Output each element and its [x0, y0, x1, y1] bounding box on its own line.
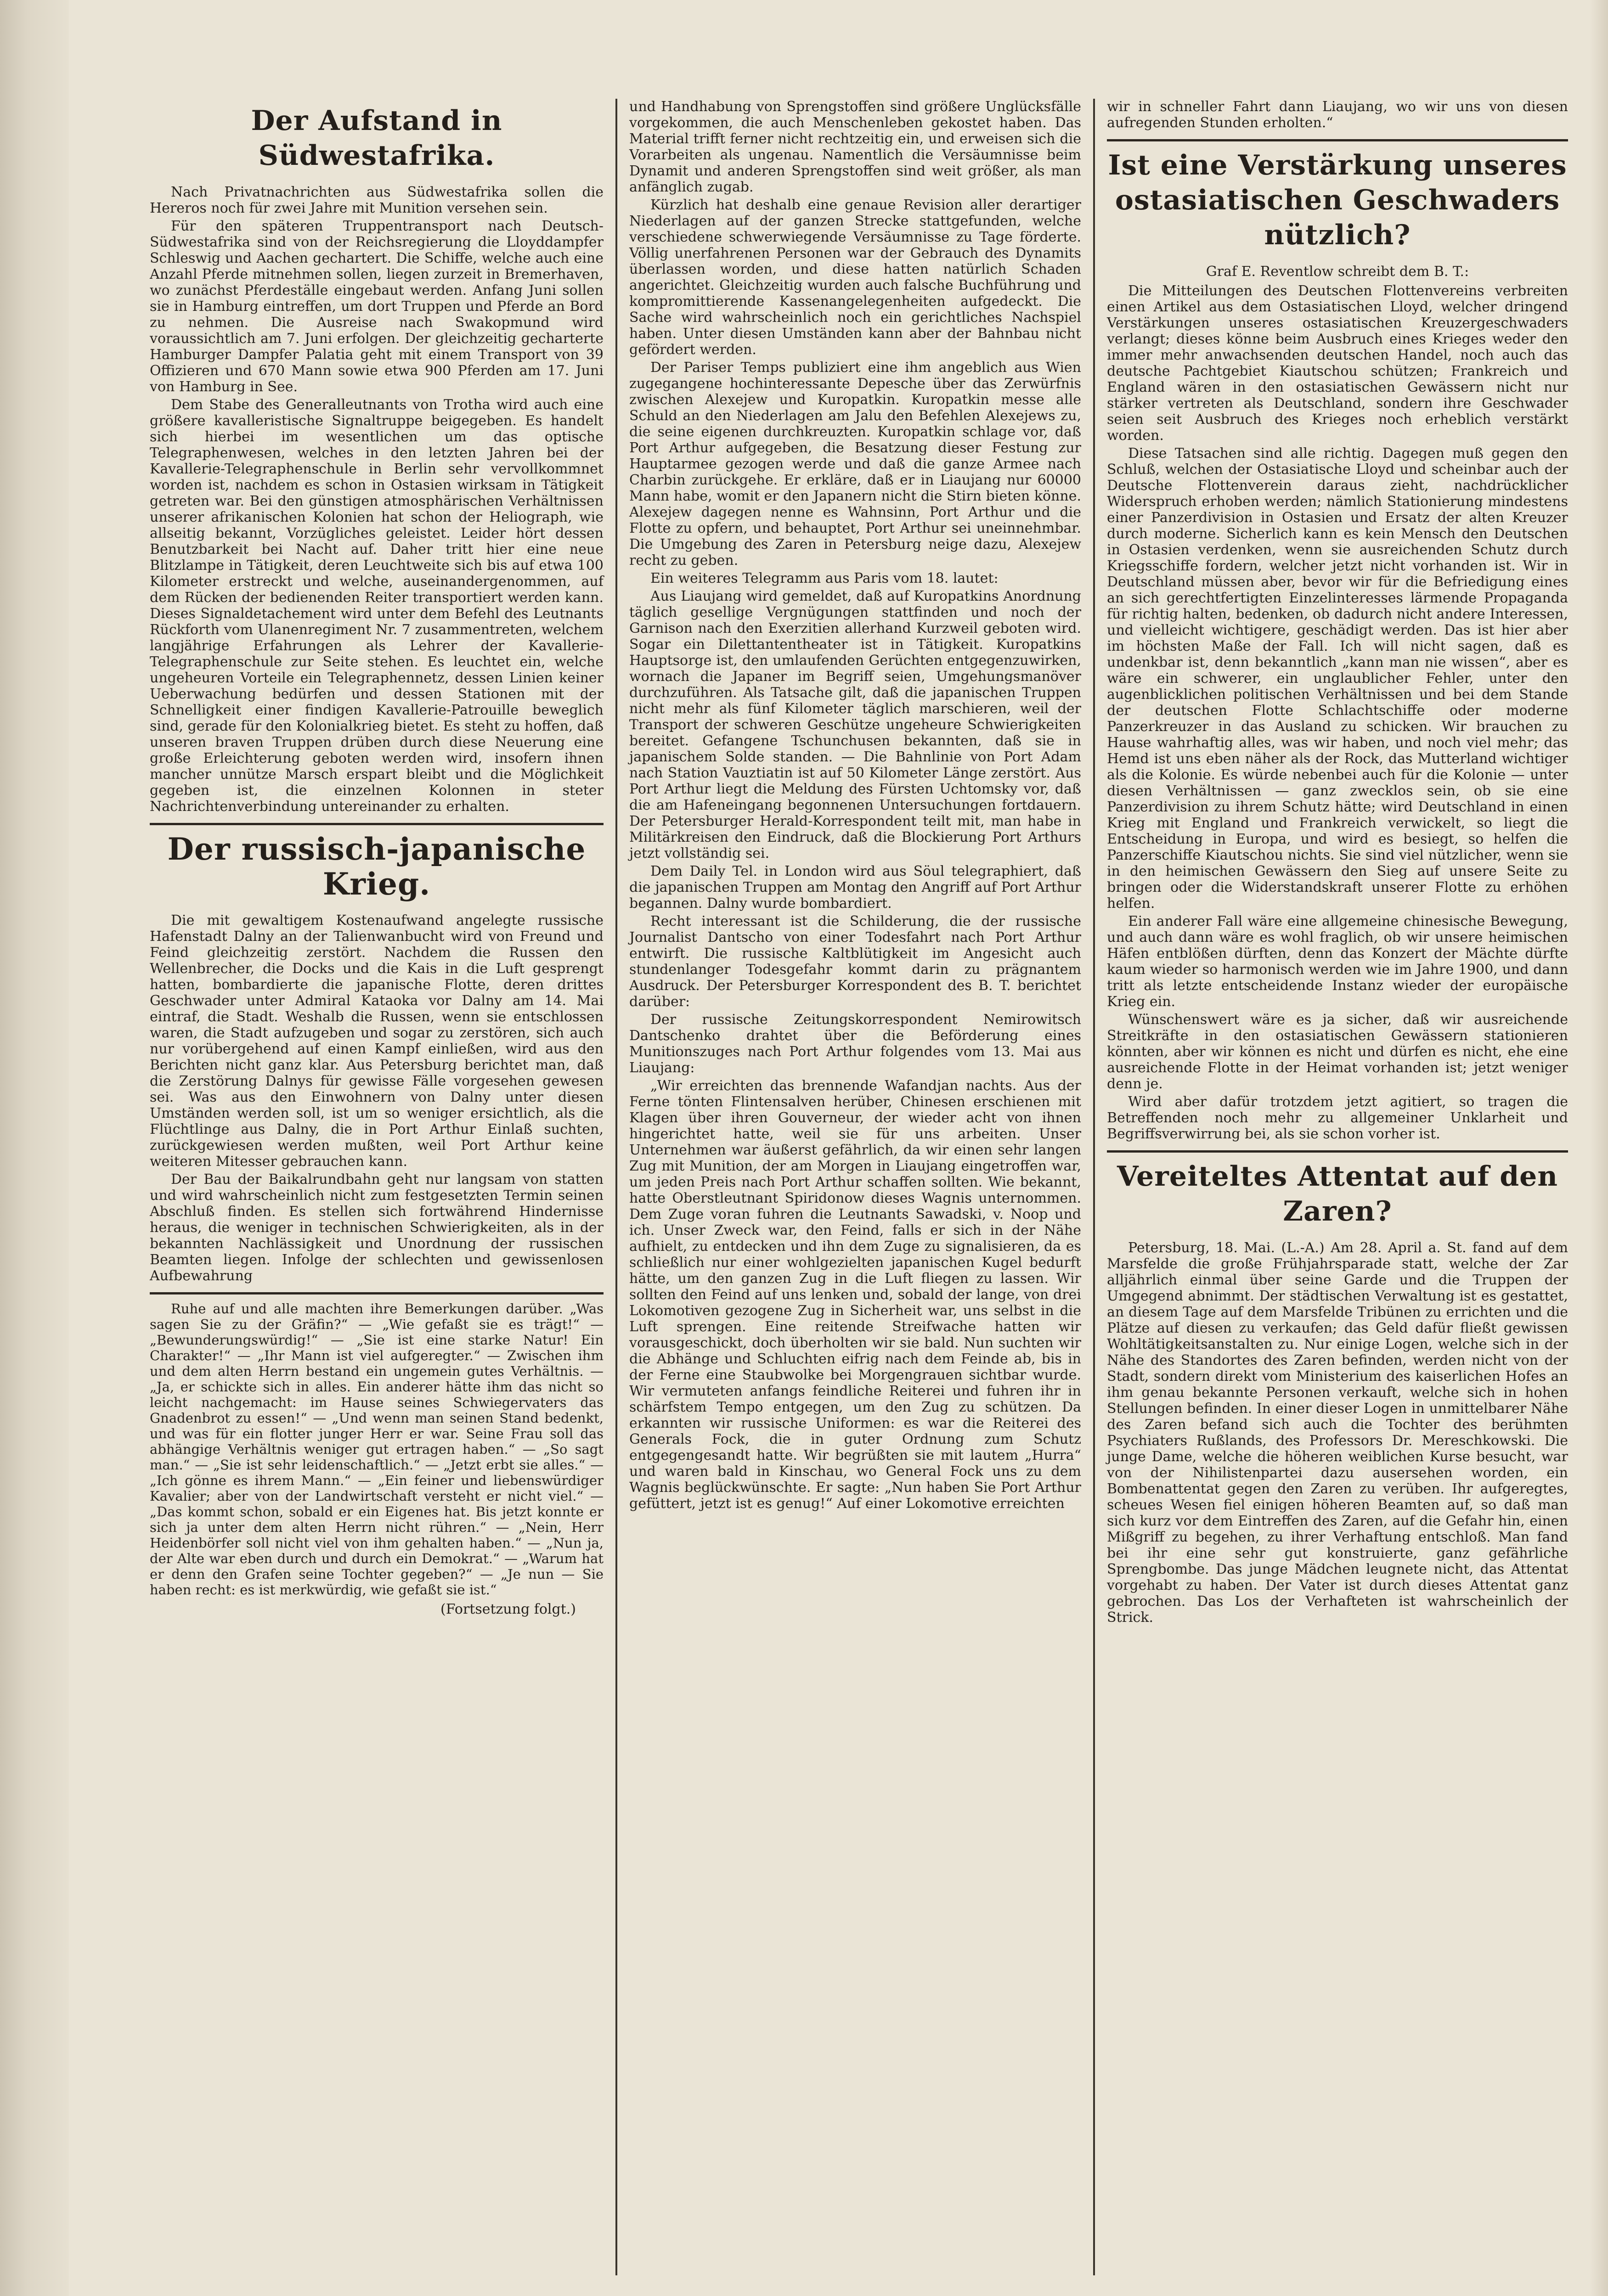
- paragraph: Wünschenswert wäre es ja sicher, daß wir ausreichende Streitkräfte in den ostasiatischen Gewässern stationieren könnten, aber wir können es nicht und dürfen es nicht, ehe eine ausreichende Flotte in der Heimat vorhanden ist; jetzt weniger denn je.: [1107, 1012, 1568, 1092]
- headline-krieg: Der russisch-japanische Krieg.: [167, 831, 586, 902]
- section-rule: [150, 823, 604, 825]
- headline-attentat: Vereiteltes Attentat auf den Zaren?: [1117, 1160, 1558, 1227]
- paragraph: Die mit gewaltigem Kostenaufwand angelegte russische Hafenstadt Dalny an der Talienwanbucht wird von Freund und Feind gleichzeitig zerstört. Nachdem die Russen den Wellenbrecher, die Docks und die Kais in die Luft gesprengt hatten, bombardierte die japanische Flotte, deren drittes Geschwader unter Admiral Kataoka vor Dalny am 14. Mai eintraf, die Stadt. Weshalb die Russen, wenn sie entschlossen waren, die Stadt aufzugeben und sogar zu zerstören, sich auch nur vorübergehend auf einen Kampf einließen, wird aus den Berichten nicht ganz klar. Aus Petersburg berichtet man, daß die Zerstörung Dalnys für gewisse Fälle vorgesehen gewesen sei. Was aus den Einwohnern von Dalny unter diesen Umständen werden soll, ist um so weniger ersichtlich, als die Flüchtlinge aus Dalny, die in Port Arthur Einlaß suchten, zurückgewiesen werden mußten, weil Port Arthur keine weiteren Mitesser gebrauchen kann.: [150, 912, 604, 1170]
- column-3: [1093, 99, 1580, 2275]
- paragraph: Die Mitteilungen des Deutschen Flottenvereins verbreiten einen Artikel aus dem Ostasiatischen Lloyd, welcher dringend Verstärkungen unseres ostasiatischen Kreuzergeschwaders verlangt; dieses könne beim Ausbruch eines Krieges weder den immer mehr anwachsenden deutschen Handel, noch auch das deutsche Pachtgebiet Kiautschou schützen; Frankreich und England wären in den ostasiatischen Gewässern nicht nur stärker vertreten als Deutschland, sondern ihre Geschwader seien seit Ausbruch des Krieges noch erheblich verstärkt worden.: [1107, 283, 1568, 444]
- feuilleton-story: [150, 1301, 604, 1617]
- section-rule: [1107, 1150, 1568, 1153]
- scan-edge: [0, 0, 69, 2296]
- paragraph: und Handhabung von Sprengstoffen sind größere Unglücksfälle vorgekommen, die auch Menschenleben gekostet haben. Das Material trifft ferner nicht rechtzeitig ein, und erweisen sich die Vorarbeiten als ungenau. Namentlich die Versäumnisse beim Dynamit und anderen Sprengstoffen sind weit größer, als man anfänglich zugab.: [629, 99, 1081, 195]
- feuilleton-rule: [150, 1292, 604, 1294]
- paragraph: Aus Liaujang wird gemeldet, daß auf Kuropatkins Anordnung täglich gesellige Vergnügungen stattfinden und noch der Garnison nach den Exerzitien allerhand Kurzweil geboten wird. Sogar ein Dilettantentheater ist in Tätigkeit. Kuropatkins Hauptsorge ist, den umlaufenden Gerüchten entgegenzuwirken, wornach die Japaner im Begriff seien, Umgehungsmanöver durchzuführen. Als Tatsache gilt, daß die japanischen Truppen nicht mehr als fünf Kilometer täglich marschieren, weil der Transport der schweren Geschütze ungeheure Schwierigkeiten bereitet. Gefangene Tschunchusen bekannten, daß sie in japanischem Solde standen. — Die Bahnlinie von Port Adam nach Station Vauztiatin ist auf 50 Kilometer Länge zerstört. Aus Port Arthur liegt die Meldung des Fürsten Uchtomsky vor, daß die am Hafeneingang begonnenen Untersuchungen fortdauern. Der Petersburger Herald-Korrespondent teilt mit, man habe in Militärkreisen den Eindruck, daß die Blockierung Port Arthurs jetzt vollständig sei.: [629, 588, 1081, 861]
- paragraph: Recht interessant ist die Schilderung, die der russische Journalist Dantscho von einer Todesfahrt nach Port Arthur entwirft. Die russische Kaltblütigkeit im Angesicht auch stundenlanger Todesgefahr kommt darin zu prägnantem Ausdruck. Der Petersburger Korrespondent des B. T. berichtet darüber:: [629, 913, 1081, 1010]
- headline-verstaerkung: Ist eine Verstärkung unseres ostasiatischen Geschwaders nützlich?: [1108, 149, 1567, 251]
- paragraph: Der Bau der Baikalrundbahn geht nur langsam von statten und wird wahrscheinlich nicht zum festgesetzten Termin seinen Abschluß finden. Es stellen sich fortwährend Hindernisse heraus, die weniger in technischen Schwierigkeiten, als in der bekannten Nachlässigkeit und Unordnung der russischen Beamten liegen. Infolge der schlechten und gewissenlosen Aufbewahrung: [150, 1171, 604, 1284]
- byline: Graf E. Reventlow schreibt dem B. T.:: [1206, 264, 1469, 280]
- paragraph: Der Pariser Temps publiziert eine ihm angeblich aus Wien zugegangene hochinteressante Depesche über das Zerwürfnis zwischen Alexejew und Kuropatkin. Kuropatkin messe alle Schuld an den Niederlagen am Jalu den Befehlen Alexejews zu, die seine eigenen durchkreuzten. Kuropatkin schlage vor, daß Port Arthur aufgegeben, die Besatzung dieser Festung zur Hauptarmee gezogen werde und daß die ganze Armee nach Charbin zurückgehe. Er erkläre, daß er in Liaujang nur 60000 Mann habe, womit er den Japanern nicht die Stirn bieten könne. Alexejew dagegen nenne es Wahnsinn, Port Arthur und die Flotte zu opfern, und behauptet, Port Arthur sei uneinnehmbar. Die Umgebung des Zaren in Petersburg neige dazu, Alexejew recht zu geben.: [629, 360, 1081, 568]
- paragraph: Wird aber dafür trotzdem jetzt agitiert, so tragen die Betreffenden noch mehr zu allgemeiner Unklarheit und Begriffsverwirrung bei, als sie schon vorher ist.: [1107, 1094, 1568, 1142]
- column-2: [615, 99, 1093, 2275]
- newspaper-page: [138, 99, 1580, 2275]
- column-1: [138, 99, 615, 2275]
- page-shadow: [1590, 0, 1608, 2296]
- paragraph: wir in schneller Fahrt dann Liaujang, wo wir uns von diesen aufregenden Stunden erholten.“: [1107, 99, 1568, 131]
- paragraph: Ruhe auf und alle machten ihre Bemerkungen darüber. „Was sagen Sie zu der Gräfin?“ — „Wie gefaßt sie es trägt!“ — „Bewunderungswürdig!“ — „Sie ist eine starke Natur! Ein Charakter!“ — „Ihr Mann ist viel aufgeregter.“ — Zwischen ihm und dem alten Herrn bestand ein ungemein gutes Verhältnis. — „Ja, er schickte sich in alles. Ein anderer hätte ihm das nicht so leicht nachgemacht: im Hause seines Schwiegervaters das Gnadenbrot zu essen!“ — „Und wenn man seinen Stand bedenkt, und was für ein flotter junger Herr er war. Seine Frau soll das abhängige Verhältnis weniger gut ertragen haben.“ — „So sagt man.“ — „Sie ist sehr leidenschaftlich.“ — „Jetzt erbt sie alles.“ — „Ich gönne es ihrem Mann.“ — „Ein feiner und liebenswürdiger Kavalier; aber von der Landwirtschaft versteht er nicht viel.“ — „Das kommt schon, sobald er ein Eigenes hat. Bis jetzt konnte er sich ja unter dem alten Herrn nicht rühren.“ — „Nein, Herr Heidenbörfer soll nicht viel von ihm gehalten haben.“ — „Nun ja, der Alte war eben durch und durch ein Demokrat.“ — „Warum hat er denn den Grafen seine Tochter gegeben?“ — „Je nun — Sie haben recht: es ist merkwürdig, wie gefaßt sie ist.“: [150, 1301, 604, 1598]
- section-rule: [1107, 139, 1568, 141]
- paragraph: „Wir erreichten das brennende Wafandjan nachts. Aus der Ferne tönten Flintensalven herüber, Chinesen erschienen mit Klagen über ihren Gouverneur, der wieder acht von ihnen hingerichtet hatte, weil sie für uns arbeiten. Unser Unternehmen war äußerst gefährlich, da wir einen sehr langen Zug mit Munition, der am Morgen in Liaujang eingetroffen war, um jeden Preis nach Port Arthur schaffen sollten. Wie bekannt, hatte Oberstleutnant Spiridonow dieses Wagnis unternommen. Dem Zuge voran fuhren die Leutnants Sawadski, v. Noop und ich. Unser Zweck war, den Feind, falls er sich in der Nähe aufhielt, zu entdecken und ihn dem Zuge zu signalisieren, da es schließlich nur einer wohlgezielten japanischen Kugel bedurft hätte, um den ganzen Zug in die Luft fliegen zu lassen. Wir sollten den Feind auf uns lenken und, sobald der lange, von drei Lokomotiven gezogene Zug in Sicherheit war, uns selbst in die Luft sprengen. Eine reitende Streifwache hatten wir vorausgeschickt, doch überholten wir sie bald. Nun suchten wir die Abhänge und Schluchten eifrig nach dem Feinde ab, bis in der Ferne eine Staubwolke bei Morgengrauen sichtbar wurde. Wir vermuteten anfangs feindliche Reiterei und fuhren ihr in schärfstem Tempo entgegen, um den Zug zu schützen. Da erkannten wir russische Uniformen: es war die Reiterei des Generals Fock, die in guter Ordnung zum Schutz entgegengesandt hatte. Wir begrüßten sie mit lautem „Hurra“ und waren bald in Kinschau, wo General Fock uns zu dem Wagnis beglückwünschte. Er sagte: „Nun haben Sie Port Arthur gefüttert, jetzt ist es genug!“ Auf einer Lokomotive erreichten: [629, 1078, 1081, 1512]
- continued-note: (Fortsetzung folgt.): [440, 1601, 576, 1617]
- paragraph: Dem Stabe des Generalleutnants von Trotha wird auch eine größere kavalleristische Signaltruppe beigegeben. Es handelt sich hierbei im wesentlichen um das optische Telegraphenwesen, welches in den letzten Jahren bei der Kavallerie-Telegraphenschule in Berlin sehr vervollkommnet worden ist, nachdem es schon in Ostasien wirksam in Tätigkeit getreten war. Bei den günstigen atmosphärischen Verhältnissen unserer afrikanischen Kolonien hat schon der Heliograph, wie allseitig bekannt, Vorzügliches geleistet. Leider hört dessen Benutzbarkeit bei Nacht auf. Daher tritt hier eine neue Blitzlampe in Tätigkeit, deren Leuchtweite sich bis auf etwa 100 Kilometer erstreckt und welche, auseinandergenommen, auf dem Rücken der bedienenden Reiter transportiert werden kann. Dieses Signaldetachement wird unter dem Befehl des Leutnants Rückforth vom Ulanenregiment Nr. 7 zusammentreten, welchem langjährige Erfahrungen als Lehrer der Kavallerie-Telegraphenschule zur Seite stehen. Es leuchtet ein, welche ungeheuren Vorteile ein Telegraphennetz, dessen Linien keiner Ueberwachung bedürfen und dessen Stationen mit der Schnelligkeit einer findigen Kavallerie-Patrouille beweglich sind, gerade für den Kolonialkrieg bietet. Es steht zu hoffen, daß unseren braven Truppen drüben durch diese Neuerung eine große Erleichterung geboten werden wird, insofern ihnen mancher unnütze Marsch erspart bleibt und die Möglichkeit gegeben ist, die einzelnen Kolonnen in steter Nachrichtenverbindung untereinander zu erhalten.: [150, 397, 604, 815]
- paragraph: Der russische Zeitungskorrespondent Nemirowitsch Dantschenko drahtet über die Beförderung eines Munitionszuges nach Port Arthur folgendes vom 13. Mai aus Liaujang:: [629, 1012, 1081, 1076]
- paragraph: Dem Daily Tel. in London wird aus Söul telegraphiert, daß die japanischen Truppen am Montag den Angriff auf Port Arthur begannen. Dalny wurde bombardiert.: [629, 863, 1081, 912]
- paragraph: Ein weiteres Telegramm aus Paris vom 18. lautet:: [650, 570, 999, 586]
- paragraph: Für den späteren Truppentransport nach Deutsch-Südwestafrika sind von der Reichsregierung die Lloyddampfer Schleswig und Aachen gechartert. Die Schiffe, welche auch eine Anzahl Pferde mitnehmen sollen, liegen zurzeit in Bremerhaven, wo zunächst Pferdeställe eingebaut werden. Anfang Juni sollen sie in Hamburg eintreffen, um dort Truppen und Pferde an Bord zu nehmen. Die Ausreise nach Swakopmund wird voraussichtlich am 7. Juni erfolgen. Der gleichzeitig gecharterte Hamburger Dampfer Palatia geht mit einem Transport von 39 Offizieren und 670 Mann sowie etwa 900 Pferden am 17. Juni von Hamburg in See.: [150, 218, 604, 395]
- paragraph: Nach Privatnachrichten aus Südwestafrika sollen die Hereros noch für zwei Jahre mit Munition versehen sein.: [150, 184, 604, 216]
- paragraph: Ein anderer Fall wäre eine allgemeine chinesische Bewegung, und auch dann wäre es wohl fraglich, ob wir unsere heimischen Häfen entblößen dürften, denn das Konzert der Mächte dürfte kaum wieder so harmonisch werden wie im Jahre 1900, und dann tritt als letzte entscheidende Instanz wieder der europäische Krieg ein.: [1107, 913, 1568, 1010]
- paragraph: Petersburg, 18. Mai. (L.-A.) Am 28. April a. St. fand auf dem Marsfelde die große Frühjahrsparade statt, welche der Zar alljährlich einmal über seine Garde und die Truppen der Umgegend abnimmt. Der städtischen Verwaltung ist es gestattet, an diesem Tage auf dem Marsfelde Tribünen zu errichten und die Plätze auf diesen zu verkaufen; das Geld dafür fließt gewissen Wohltätigkeitsanstalten zu. Nur einige Logen, welche sich in der Nähe des Standortes des Zaren befinden, werden nicht von der Stadt, sondern direkt vom Ministerium des kaiserlichen Hofes an ihm genau bekannte Personen verkauft, welche sich in hohen Stellungen befinden. In einer dieser Logen in unmittelbarer Nähe des Zaren befand sich auch die Tochter des berühmten Psychiaters Rußlands, des Professors Dr. Mereschkowski. Die junge Dame, welche die höheren weiblichen Kurse besucht, war von der Nihilistenpartei dazu ausersehen worden, ein Bombenattentat gegen den Zaren zu verüben. Ihr aufgeregtes, scheues Wesen fiel einigen höheren Beamten auf, so daß man sich kurz vor dem Eintreffen des Zaren, auf die Gefahr hin, einen Mißgriff zu begehen, zu ihrer Verhaftung entschloß. Man fand bei ihr eine sehr gut konstruierte, ganz gefährliche Sprengbombe. Das junge Mädchen leugnete nicht, das Attentat vorgehabt zu haben. Der Vater ist durch dieses Attentat ganz gebrochen. Das Los der Verhafteten ist wahrscheinlich der Strick.: [1107, 1240, 1568, 1626]
- paragraph: Kürzlich hat deshalb eine genaue Revision aller derartiger Niederlagen auf der ganzen Strecke stattgefunden, welche verschiedene schwerwiegende Versäumnisse zu Tage förderte. Völlig unerfahrenen Personen war der Gebrauch des Dynamits überlassen worden, und diese hatten natürlich Schaden angerichtet. Gleichzeitig wurden auch falsche Buchführung und kompromittierende Kassenangelegenheiten aufgedeckt. Die Sache wird wahrscheinlich noch ein gerichtliches Nachspiel haben. Unter diesen Umständen kann aber der Bahnbau nicht gefördert werden.: [629, 197, 1081, 358]
- headline-aufstand: Der Aufstand in Südwestafrika.: [251, 105, 502, 172]
- paragraph: Diese Tatsachen sind alle richtig. Dagegen muß gegen den Schluß, welchen der Ostasiatische Lloyd und scheinbar auch der Deutsche Flottenverein daraus zieht, nachdrücklicher Widerspruch erhoben werden; nämlich Stationierung mindestens einer Panzerdivision in Ostasien und Ersatz der alten Kreuzer durch moderne. Sicherlich kann es kein Mensch den Deutschen in Ostasien verdenken, wenn sie ausreichenden Schutz durch Kriegsschiffe fordern, welcher jetzt nicht vorhanden ist. Wir in Deutschland müssen aber, bevor wir für die Befriedigung eines an sich gerechtfertigten Einzelinteresses lärmende Propaganda für richtig halten, bedenken, ob dadurch nicht andere Interessen, und vielleicht wichtigere, geschädigt werden. Das ist hier aber im höchsten Maße der Fall. Ich will nicht sagen, daß es undenkbar ist, denn bekanntlich „kann man nie wissen“, aber es wäre ein schwerer, ein unglaublicher Fehler, unter den augenblicklichen politischen Verhältnissen und bei dem Stande der deutschen Flotte Schlachtschiffe oder moderne Panzerkreuzer in das Ausland zu schicken. Wir brauchen zu Hause wahrhaftig alles, was wir haben, und noch viel mehr; das Hemd ist uns eben näher als der Rock, das Mutterland wichtiger als die Kolonie. Es würde nebenbei auch für die Kolonie — unter diesen Verhältnissen — ganz zwecklos sein, ob sie eine Panzerdivision zu ihrem Schutz hätte; wird Deutschland in einen Krieg mit England und Frankreich verwickelt, so liegt die Entscheidung in Europa, und wird es besiegt, so helfen die Panzerschiffe Kiautschou nichts. Sie sind viel nützlicher, wenn sie in den heimischen Gewässern den Sieg auf unsere Seite zu bringen oder die Widerstandskraft unserer Flotte zu erhöhen helfen.: [1107, 445, 1568, 912]
